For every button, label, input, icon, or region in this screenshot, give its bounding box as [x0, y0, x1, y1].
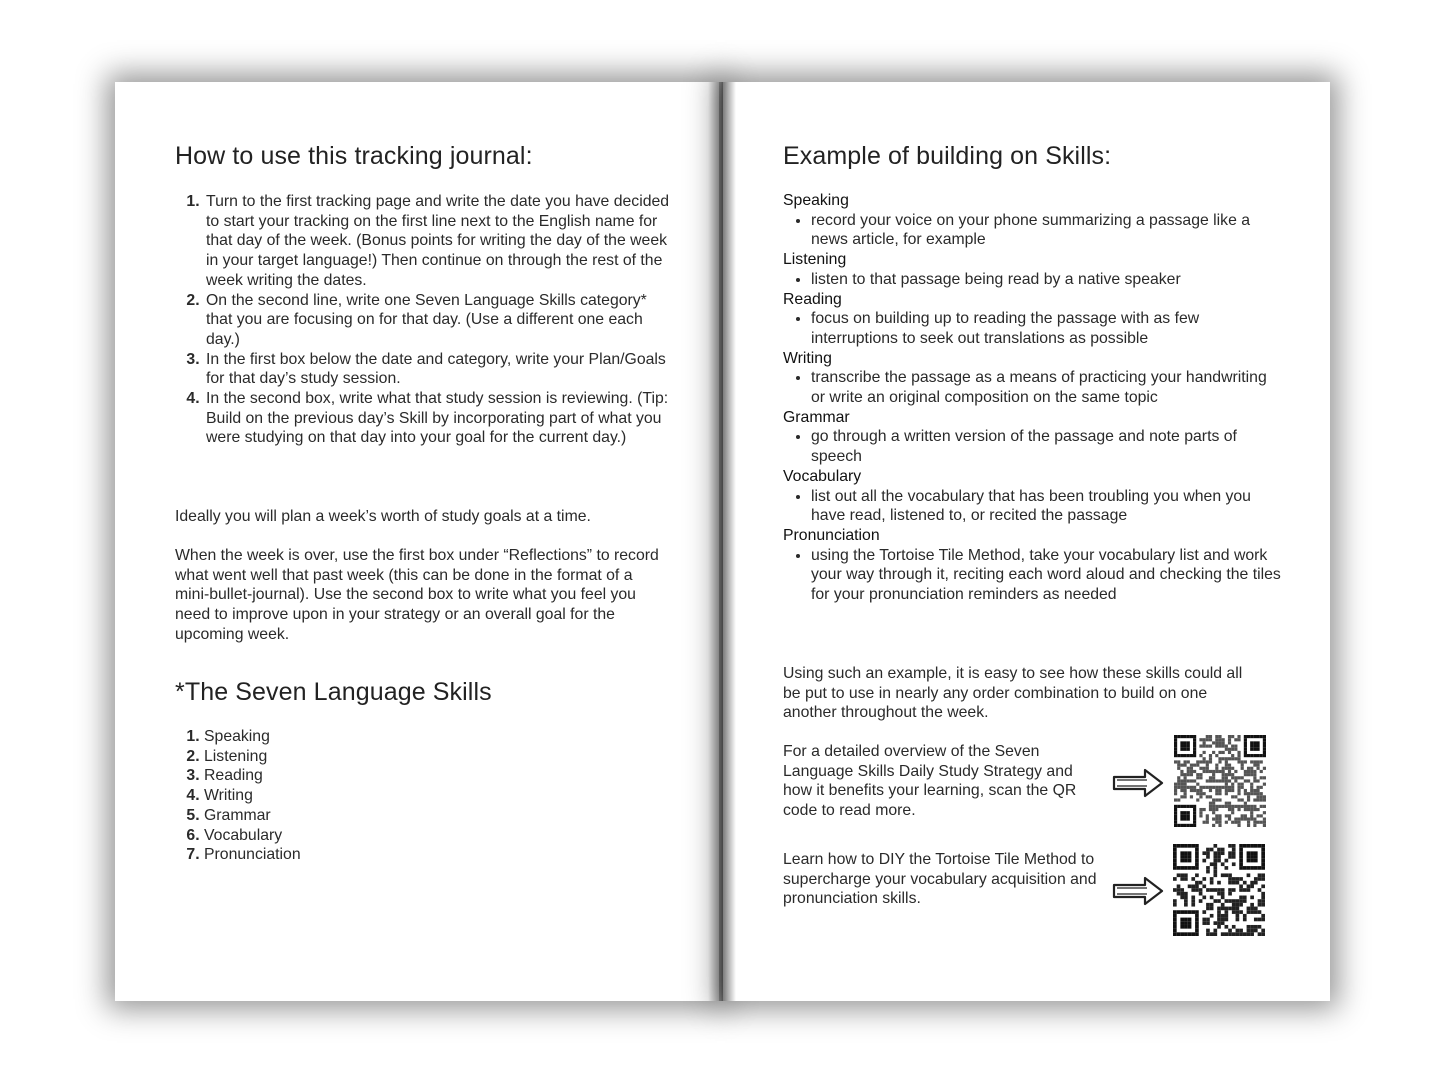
- qr-caption-tortoise: Learn how to DIY the Tortoise Tile Method to supercharge your vocabulary acquisition and pronunciation skills.: [783, 851, 1097, 908]
- list-item: 4. In the second box, write what that study session is reviewing. (Tip: Build on the previous day’s Skill by incorporating part of what you were studying on that day into your goal for the current day.): [204, 389, 674, 448]
- skill-detail: • using the Tortoise Tile Method, take your vocabulary list and work your way through it, reciting each word aloud and checking the tiles for your pronunciation reminders as needed: [811, 546, 1283, 605]
- skill-label: Speaking: [783, 192, 849, 209]
- skill-label: Listening: [783, 251, 847, 269]
- skill-label: Reading: [783, 290, 842, 308]
- list-item: 7. Pronunciation: [204, 845, 301, 865]
- skill-detail: • transcribe the passage as a means of practicing your handwriting or write an original composition on the same topic: [811, 368, 1283, 407]
- list-item: 3. Reading: [204, 766, 301, 786]
- qr-caption-strategy: For a detailed overview of the Seven Language Skills Daily Study Strategy and how it benefits your learning, scan the QR code to read more.: [783, 743, 1077, 820]
- list-item: 6. Vocabulary: [204, 826, 301, 846]
- skill-detail: • go through a written version of the passage and note parts of speech: [811, 427, 1283, 466]
- list-item: 1. Speaking: [204, 727, 301, 747]
- qr-code-icon[interactable]: [1174, 735, 1266, 827]
- skill-detail: • listen to that passage being read by a native speaker: [811, 270, 1283, 290]
- page-title: Example of building on Skills:: [783, 142, 1112, 170]
- list-item: 5. Grammar: [204, 806, 301, 826]
- list-item: 2. On the second line, write one Seven Language Skills category* that you are focusing on for that day. (Use a different one each day.): [204, 291, 674, 350]
- skill-detail: • focus on building up to reading the passage with as few interruptions to seek out translations as possible: [811, 309, 1283, 348]
- list-item: 4. Writing: [204, 786, 301, 806]
- list-item: 3. In the first box below the date and category, write your Plan/Goals for that day’s study session.: [204, 350, 674, 389]
- planning-paragraph: Ideally you will plan a week’s worth of study goals at a time.: [175, 508, 591, 525]
- list-item: 1. Turn to the first tracking page and write the date you have decided to start your tracking on the first line next to the English name for that day of the week. (Bonus points for writing the day of the week in your target language!) Then continue on through the rest of the week writing the dates.: [204, 192, 674, 291]
- list-item: 2. Listening: [204, 747, 301, 767]
- book-spine: [708, 82, 736, 1001]
- page-title: How to use this tracking journal:: [175, 142, 533, 170]
- skill-detail: • list out all the vocabulary that has been troubling you when you have read, listened to, or recited the passage: [811, 487, 1283, 526]
- skill-label: Vocabulary: [783, 467, 862, 485]
- skill-examples: [783, 191, 1283, 605]
- right-arrow-icon: [1111, 875, 1165, 907]
- qr-code-icon[interactable]: [1173, 844, 1265, 936]
- skill-label: Writing: [783, 349, 832, 367]
- right-page: [723, 82, 1330, 1001]
- skill-label: Grammar: [783, 408, 850, 426]
- skill-detail: • record your voice on your phone summarizing a passage like a news article, for example: [811, 211, 1283, 250]
- left-page: [115, 82, 719, 1001]
- right-arrow-icon: [1111, 767, 1165, 799]
- summary-paragraph: Using such an example, it is easy to see how these skills could all be put to use in nearly any order combination to build on one another throughout the week.: [783, 665, 1243, 722]
- reflections-paragraph: When the week is over, use the first box under “Reflections” to record what went well that past week (this can be done in the format of a mini-bullet-journal). Use the second box to write what you feel you need to improve upon in your strategy or an overall goal for the upcoming week.: [175, 547, 659, 643]
- skills-heading: *The Seven Language Skills: [175, 678, 492, 706]
- instructions-list: [186, 192, 674, 448]
- skill-label: Pronunciation: [783, 526, 880, 544]
- skills-list: [188, 727, 301, 865]
